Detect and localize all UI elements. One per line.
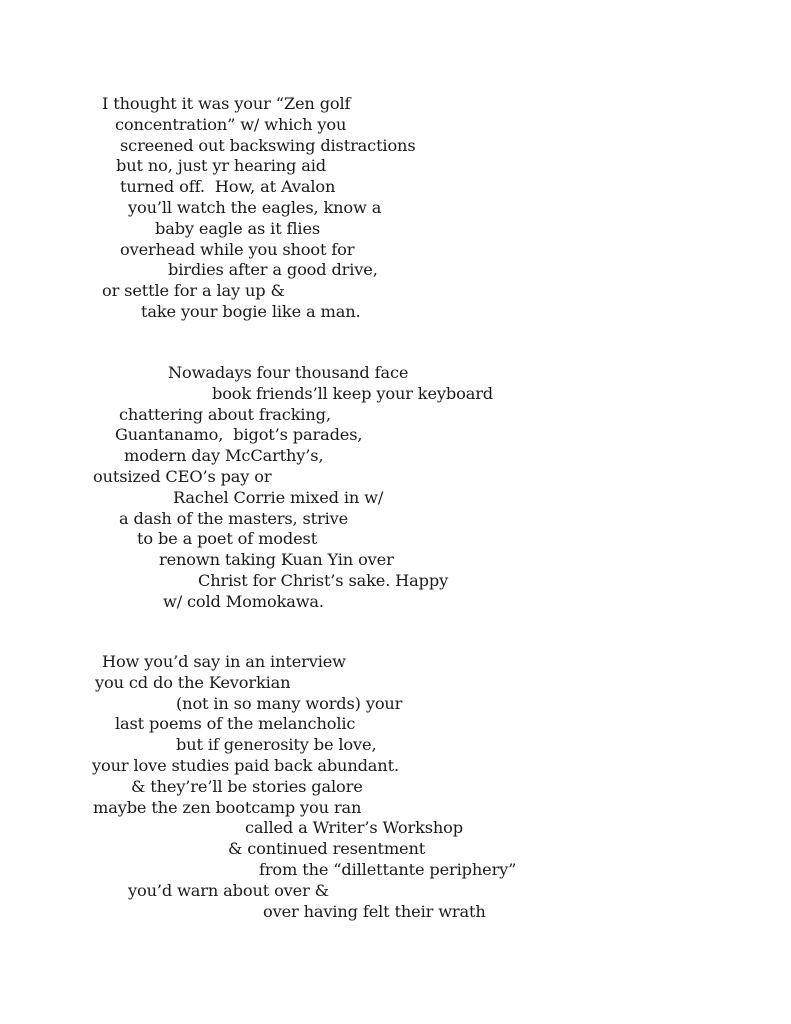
- poem-line: & they’re’ll be stories galore: [131, 776, 363, 796]
- poem-line: w/ cold Momokawa.: [163, 591, 324, 611]
- poem-line: to be a poet of modest: [137, 529, 318, 549]
- poem-line: modern day McCarthy’s,: [124, 446, 324, 466]
- poem-line: birdies after a good drive,: [168, 260, 378, 280]
- poem-line: screened out backswing distractions: [120, 135, 416, 155]
- poem-line: Guantanamo, bigot’s parades,: [115, 425, 363, 445]
- poem-line: but no, just yr hearing aid: [116, 156, 326, 176]
- poem-line: a dash of the masters, strive: [119, 508, 349, 528]
- poem-line: & continued resentment: [228, 839, 426, 859]
- poem-line: your love studies paid back abundant.: [92, 756, 399, 775]
- poem-line: maybe the zen bootcamp you ran: [93, 797, 362, 817]
- poem-line: Nowadays four thousand face: [168, 363, 409, 382]
- poem-line: you’ll watch the eagles, know a: [128, 198, 382, 217]
- poem-line: outsized CEO’s pay or: [93, 467, 272, 486]
- poem-line: I thought it was your “Zen golf: [102, 94, 351, 113]
- poem-line: (not in so many words) your: [176, 693, 403, 713]
- poem-line: chattering about fracking,: [119, 404, 331, 424]
- poem-line: book friends’ll keep your keyboard: [212, 383, 494, 403]
- poem-line: Christ for Christ’s sake. Happy: [198, 571, 449, 590]
- poem-line: overhead while you shoot for: [120, 239, 355, 259]
- poem-line: you cd do the Kevorkian: [95, 672, 291, 692]
- poem-line: take your bogie like a man.: [141, 302, 361, 321]
- poem-line: renown taking Kuan Yin over: [159, 550, 394, 570]
- poem-line: or settle for a lay up &: [102, 281, 285, 301]
- poem-line: over having felt their wrath: [263, 901, 486, 921]
- poem-line: concentration” w/ which you: [115, 114, 347, 134]
- poem-line: How you’d say in an interview: [102, 652, 346, 671]
- poem-line: but if generosity be love,: [176, 735, 377, 755]
- poem-line: baby eagle as it flies: [155, 218, 321, 238]
- poem-line: Rachel Corrie mixed in w/: [173, 487, 384, 507]
- poem-line: called a Writer’s Workshop: [245, 818, 463, 838]
- poem-line: last poems of the melancholic: [115, 714, 356, 734]
- poem-line: you’d warn about over &: [128, 880, 329, 900]
- poem-line: turned off. How, at Avalon: [120, 177, 336, 197]
- poem-line: from the “dillettante periphery”: [259, 860, 517, 879]
